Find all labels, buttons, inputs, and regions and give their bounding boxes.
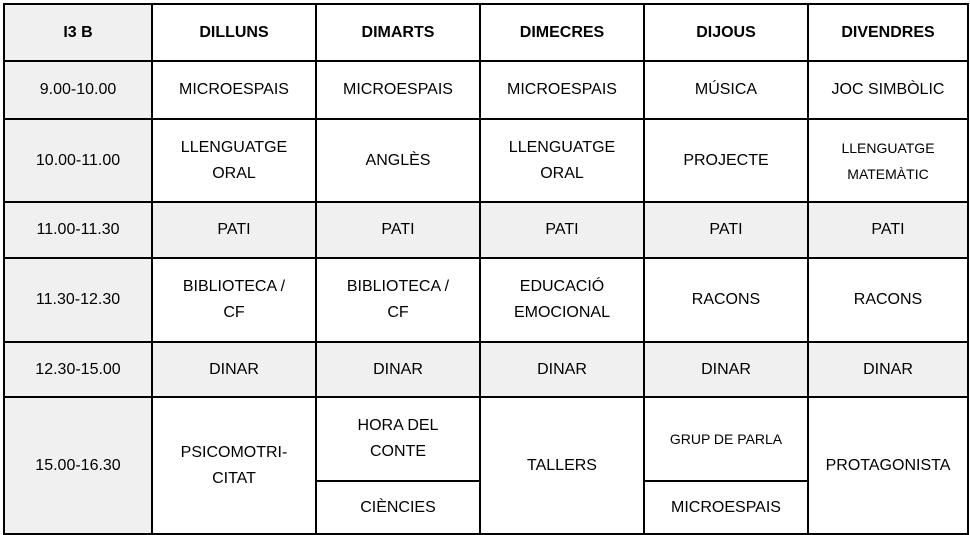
- cell-monday: MICROESPAIS: [152, 61, 316, 119]
- time-slot: 15.00-16.30: [4, 397, 152, 534]
- cell-friday: LLENGUATGE MATEMÀTIC: [808, 119, 968, 202]
- cell-monday: PSICOMOTRI- CITAT: [152, 397, 316, 534]
- header-tuesday: DIMARTS: [316, 4, 480, 61]
- cell-tuesday: PATI: [316, 202, 480, 258]
- cell-thursday-second: MICROESPAIS: [644, 481, 808, 534]
- cell-wednesday: MICROESPAIS: [480, 61, 644, 119]
- header-friday: DIVENDRES: [808, 4, 968, 61]
- table-row: [4, 397, 968, 481]
- cell-friday: RACONS: [808, 258, 968, 342]
- cell-wednesday: PATI: [480, 202, 644, 258]
- time-slot: 11.00-11.30: [4, 202, 152, 258]
- cell-thursday: RACONS: [644, 258, 808, 342]
- time-slot: 10.00-11.00: [4, 119, 152, 202]
- cell-wednesday: EDUCACIÓ EMOCIONAL: [480, 258, 644, 342]
- table-row: [4, 258, 968, 342]
- time-slot: 12.30-15.00: [4, 342, 152, 397]
- cell-thursday: PROJECTE: [644, 119, 808, 202]
- table-row: [4, 342, 968, 397]
- time-slot: 9.00-10.00: [4, 61, 152, 119]
- cell-monday: BIBLIOTECA / CF: [152, 258, 316, 342]
- cell-tuesday: ANGLÈS: [316, 119, 480, 202]
- cell-friday: JOC SIMBÒLIC: [808, 61, 968, 119]
- table-row: [4, 202, 968, 258]
- table-row: [4, 61, 968, 119]
- header-row: [4, 4, 968, 61]
- cell-wednesday: DINAR: [480, 342, 644, 397]
- cell-tuesday-second: CIÈNCIES: [316, 481, 480, 534]
- table-row: [4, 119, 968, 202]
- cell-tuesday: DINAR: [316, 342, 480, 397]
- header-class: I3 B: [4, 4, 152, 61]
- cell-friday: DINAR: [808, 342, 968, 397]
- header-monday: DILLUNS: [152, 4, 316, 61]
- cell-thursday: DINAR: [644, 342, 808, 397]
- cell-tuesday-first: HORA DEL CONTE: [316, 397, 480, 481]
- cell-thursday: MÚSICA: [644, 61, 808, 119]
- cell-wednesday: TALLERS: [480, 397, 644, 534]
- cell-thursday-first: GRUP DE PARLA: [644, 397, 808, 481]
- cell-monday: DINAR: [152, 342, 316, 397]
- cell-friday: PATI: [808, 202, 968, 258]
- cell-thursday: PATI: [644, 202, 808, 258]
- cell-monday: LLENGUATGE ORAL: [152, 119, 316, 202]
- cell-monday: PATI: [152, 202, 316, 258]
- header-thursday: DIJOUS: [644, 4, 808, 61]
- cell-friday: PROTAGONISTA: [808, 397, 968, 534]
- schedule-table: [3, 3, 969, 535]
- header-wednesday: DIMECRES: [480, 4, 644, 61]
- cell-tuesday: BIBLIOTECA / CF: [316, 258, 480, 342]
- cell-wednesday: LLENGUATGE ORAL: [480, 119, 644, 202]
- cell-tuesday: MICROESPAIS: [316, 61, 480, 119]
- time-slot: 11.30-12.30: [4, 258, 152, 342]
